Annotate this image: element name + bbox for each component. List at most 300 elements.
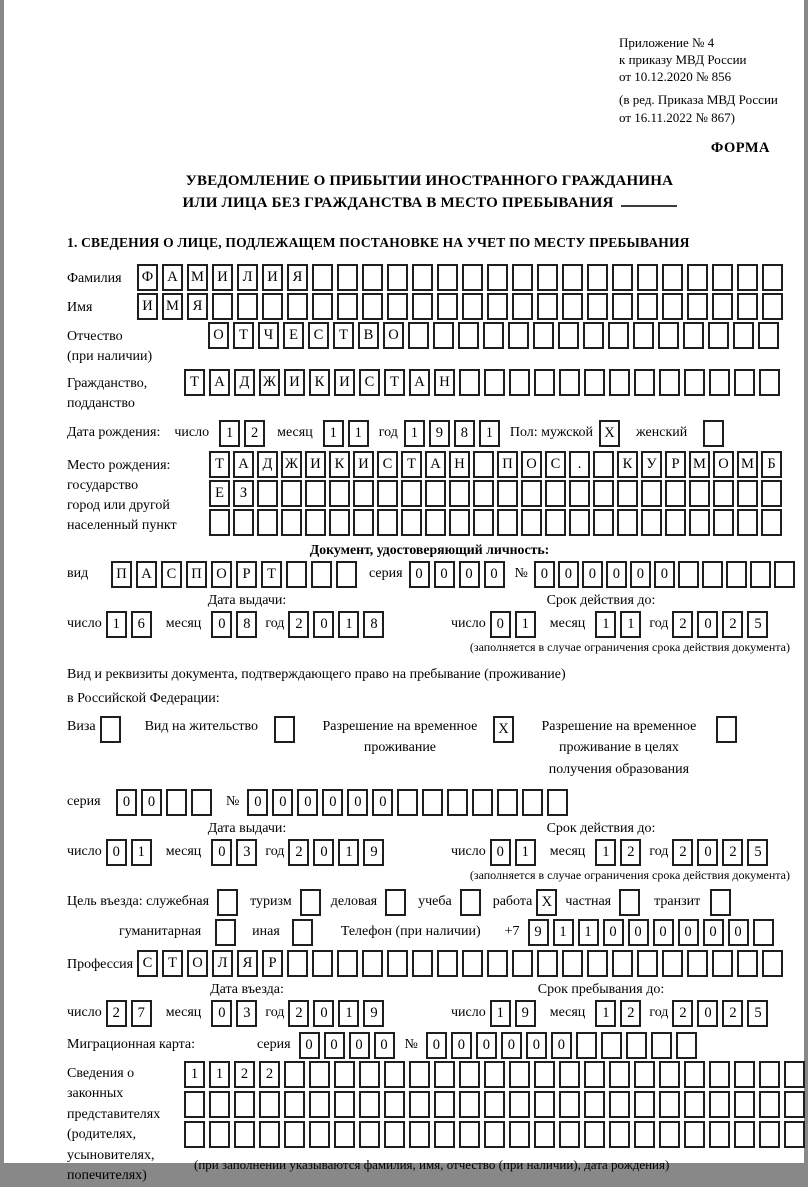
stay-series-cell[interactable]: 0: [116, 789, 137, 816]
stay-series-cell[interactable]: 0: [141, 789, 162, 816]
stay-number-cell[interactable]: [397, 789, 418, 816]
representative-cell[interactable]: [784, 1091, 805, 1118]
stay-issue-year-cell[interactable]: 2: [288, 839, 309, 866]
birth-place-cell[interactable]: Б: [761, 451, 782, 478]
stay-issue-year-cell[interactable]: 0: [313, 839, 334, 866]
phone-cell[interactable]: 1: [578, 919, 599, 946]
purpose-official-checkbox[interactable]: [217, 889, 238, 916]
doc-number-cell[interactable]: [678, 561, 699, 588]
id-expiry-year-cell[interactable]: 5: [747, 611, 768, 638]
patronymic-cell[interactable]: [408, 322, 429, 349]
representative-cell[interactable]: [534, 1121, 555, 1148]
id-expiry-year-cell[interactable]: 0: [697, 611, 718, 638]
patronymic-cell[interactable]: [458, 322, 479, 349]
surname-cell[interactable]: [362, 264, 383, 291]
birth-place-cell[interactable]: Т: [401, 451, 422, 478]
representative-cell[interactable]: [584, 1121, 605, 1148]
representative-cell[interactable]: [359, 1121, 380, 1148]
birth-place-cell[interactable]: [305, 480, 326, 507]
entry-day-cell[interactable]: 2: [106, 1000, 127, 1027]
patronymic-cell[interactable]: С: [308, 322, 329, 349]
surname-cell[interactable]: А: [162, 264, 183, 291]
birth-place-cell[interactable]: [353, 480, 374, 507]
id-issue-year-cell[interactable]: 1: [338, 611, 359, 638]
representative-cell[interactable]: [334, 1121, 355, 1148]
stay-number-cell[interactable]: 0: [297, 789, 318, 816]
birth-place-cell[interactable]: [377, 509, 398, 536]
birth-place-cell[interactable]: К: [617, 451, 638, 478]
migration-series-cell[interactable]: 0: [299, 1032, 320, 1059]
birth-place-cell[interactable]: [473, 509, 494, 536]
surname-cell[interactable]: [512, 264, 533, 291]
representative-cell[interactable]: [384, 1061, 405, 1088]
profession-cell[interactable]: [637, 950, 658, 977]
birth-place-cell[interactable]: [665, 480, 686, 507]
birth-place-cell[interactable]: А: [425, 451, 446, 478]
given-name-cell[interactable]: [237, 293, 258, 320]
birth-month-cell[interactable]: 1: [323, 420, 344, 447]
surname-cell[interactable]: [687, 264, 708, 291]
birth-place-cell[interactable]: [329, 509, 350, 536]
representative-cell[interactable]: [184, 1121, 205, 1148]
birth-place-cell[interactable]: [713, 509, 734, 536]
profession-cell[interactable]: [412, 950, 433, 977]
patronymic-cell[interactable]: [583, 322, 604, 349]
representative-cell[interactable]: [534, 1091, 555, 1118]
patronymic-cell[interactable]: [483, 322, 504, 349]
patronymic-cell[interactable]: Ч: [258, 322, 279, 349]
representative-cell[interactable]: [409, 1121, 430, 1148]
birth-place-cell[interactable]: [521, 480, 542, 507]
representative-cell[interactable]: 2: [259, 1061, 280, 1088]
profession-cell[interactable]: [537, 950, 558, 977]
purpose-business-checkbox[interactable]: [385, 889, 406, 916]
birth-place-cell[interactable]: [617, 480, 638, 507]
profession-cell[interactable]: О: [187, 950, 208, 977]
representative-cell[interactable]: [434, 1061, 455, 1088]
representative-cell[interactable]: [309, 1061, 330, 1088]
birth-place-cell[interactable]: [377, 480, 398, 507]
stay-issue-month-cell[interactable]: 3: [236, 839, 257, 866]
profession-cell[interactable]: Л: [212, 950, 233, 977]
given-name-cell[interactable]: [387, 293, 408, 320]
profession-cell[interactable]: [512, 950, 533, 977]
migration-number-cell[interactable]: [651, 1032, 672, 1059]
birth-place-cell[interactable]: [257, 509, 278, 536]
doc-type-cell[interactable]: [336, 561, 357, 588]
citizenship-cell[interactable]: [659, 369, 680, 396]
representative-cell[interactable]: [659, 1061, 680, 1088]
temp-residence-checkbox[interactable]: X: [493, 716, 514, 743]
representative-cell[interactable]: [409, 1091, 430, 1118]
id-expiry-year-cell[interactable]: 2: [722, 611, 743, 638]
birth-place-cell[interactable]: З: [233, 480, 254, 507]
representative-cell[interactable]: [709, 1121, 730, 1148]
doc-number-cell[interactable]: 0: [606, 561, 627, 588]
birth-place-cell[interactable]: [233, 509, 254, 536]
stay-expiry-year-cell[interactable]: 0: [697, 839, 718, 866]
birth-day-cell[interactable]: 1: [219, 420, 240, 447]
birth-place-cell[interactable]: [281, 480, 302, 507]
birth-place-cell[interactable]: [545, 480, 566, 507]
representative-cell[interactable]: [734, 1061, 755, 1088]
birth-place-cell[interactable]: [761, 509, 782, 536]
given-name-cell[interactable]: [337, 293, 358, 320]
birth-place-cell[interactable]: Р: [665, 451, 686, 478]
birth-place-cell[interactable]: [305, 509, 326, 536]
profession-cell[interactable]: [312, 950, 333, 977]
birth-place-cell[interactable]: [497, 480, 518, 507]
stay-expiry-year-cell[interactable]: 5: [747, 839, 768, 866]
patronymic-cell[interactable]: [708, 322, 729, 349]
doc-series-cell[interactable]: 0: [434, 561, 455, 588]
given-name-cell[interactable]: [437, 293, 458, 320]
given-name-cell[interactable]: [462, 293, 483, 320]
representative-cell[interactable]: 1: [209, 1061, 230, 1088]
citizenship-cell[interactable]: И: [284, 369, 305, 396]
surname-cell[interactable]: [612, 264, 633, 291]
doc-series-cell[interactable]: 0: [409, 561, 430, 588]
given-name-cell[interactable]: [637, 293, 658, 320]
representative-cell[interactable]: [534, 1061, 555, 1088]
birth-place-cell[interactable]: [545, 509, 566, 536]
birth-place-cell[interactable]: .: [569, 451, 590, 478]
birth-place-cell[interactable]: И: [353, 451, 374, 478]
gender-male-checkbox[interactable]: X: [599, 420, 620, 447]
profession-cell[interactable]: [712, 950, 733, 977]
surname-cell[interactable]: Я: [287, 264, 308, 291]
profession-cell[interactable]: [562, 950, 583, 977]
representative-cell[interactable]: [584, 1061, 605, 1088]
representative-cell[interactable]: [634, 1121, 655, 1148]
birth-place-cell[interactable]: [521, 509, 542, 536]
citizenship-cell[interactable]: [709, 369, 730, 396]
id-expiry-year-cell[interactable]: 2: [672, 611, 693, 638]
citizenship-cell[interactable]: Д: [234, 369, 255, 396]
birth-place-cell[interactable]: У: [641, 451, 662, 478]
stay-expiry-month-cell[interactable]: 2: [620, 839, 641, 866]
representative-cell[interactable]: [359, 1091, 380, 1118]
surname-cell[interactable]: И: [212, 264, 233, 291]
entry-month-cell[interactable]: 3: [236, 1000, 257, 1027]
surname-cell[interactable]: [712, 264, 733, 291]
entry-year-cell[interactable]: 1: [338, 1000, 359, 1027]
surname-cell[interactable]: [562, 264, 583, 291]
representative-cell[interactable]: [209, 1091, 230, 1118]
representative-cell[interactable]: 2: [234, 1061, 255, 1088]
id-issue-year-cell[interactable]: 8: [363, 611, 384, 638]
stay-until-year-cell[interactable]: 2: [722, 1000, 743, 1027]
doc-type-cell[interactable]: П: [186, 561, 207, 588]
profession-cell[interactable]: [387, 950, 408, 977]
stay-until-year-cell[interactable]: 5: [747, 1000, 768, 1027]
patronymic-cell[interactable]: [633, 322, 654, 349]
surname-cell[interactable]: Ф: [137, 264, 158, 291]
birth-place-cell[interactable]: О: [521, 451, 542, 478]
citizenship-cell[interactable]: Н: [434, 369, 455, 396]
stay-until-month-cell[interactable]: 1: [595, 1000, 616, 1027]
birth-place-cell[interactable]: М: [737, 451, 758, 478]
given-name-cell[interactable]: М: [162, 293, 183, 320]
stay-number-cell[interactable]: [522, 789, 543, 816]
patronymic-cell[interactable]: [558, 322, 579, 349]
representative-cell[interactable]: [459, 1091, 480, 1118]
birth-place-cell[interactable]: [473, 451, 494, 478]
birth-place-cell[interactable]: Д: [257, 451, 278, 478]
birth-place-cell[interactable]: [761, 480, 782, 507]
birth-place-cell[interactable]: [497, 509, 518, 536]
birth-place-cell[interactable]: [569, 480, 590, 507]
representative-cell[interactable]: 1: [184, 1061, 205, 1088]
birth-place-cell[interactable]: [641, 480, 662, 507]
id-expiry-day-cell[interactable]: 1: [515, 611, 536, 638]
stay-issue-month-cell[interactable]: 0: [211, 839, 232, 866]
citizenship-cell[interactable]: [734, 369, 755, 396]
id-issue-month-cell[interactable]: 8: [236, 611, 257, 638]
birth-place-cell[interactable]: Ж: [281, 451, 302, 478]
birth-place-cell[interactable]: С: [545, 451, 566, 478]
id-issue-day-cell[interactable]: 6: [131, 611, 152, 638]
surname-cell[interactable]: [412, 264, 433, 291]
id-issue-month-cell[interactable]: 0: [211, 611, 232, 638]
phone-cell[interactable]: 0: [678, 919, 699, 946]
doc-type-cell[interactable]: [311, 561, 332, 588]
purpose-other-checkbox[interactable]: [292, 919, 313, 946]
representative-cell[interactable]: [409, 1061, 430, 1088]
citizenship-cell[interactable]: [634, 369, 655, 396]
doc-type-cell[interactable]: [286, 561, 307, 588]
doc-number-cell[interactable]: 0: [582, 561, 603, 588]
representative-cell[interactable]: [484, 1091, 505, 1118]
birth-place-cell[interactable]: [425, 480, 446, 507]
doc-type-cell[interactable]: С: [161, 561, 182, 588]
birth-place-cell[interactable]: [449, 509, 470, 536]
birth-place-cell[interactable]: М: [689, 451, 710, 478]
patronymic-cell[interactable]: Е: [283, 322, 304, 349]
birth-place-cell[interactable]: А: [233, 451, 254, 478]
birth-place-cell[interactable]: [425, 509, 446, 536]
gender-female-checkbox[interactable]: [703, 420, 724, 447]
patronymic-cell[interactable]: Т: [333, 322, 354, 349]
surname-cell[interactable]: И: [262, 264, 283, 291]
entry-day-cell[interactable]: 7: [131, 1000, 152, 1027]
representative-cell[interactable]: [484, 1121, 505, 1148]
profession-cell[interactable]: Р: [262, 950, 283, 977]
profession-cell[interactable]: [462, 950, 483, 977]
stay-issue-year-cell[interactable]: 9: [363, 839, 384, 866]
stay-expiry-year-cell[interactable]: 2: [722, 839, 743, 866]
citizenship-cell[interactable]: Т: [384, 369, 405, 396]
representative-cell[interactable]: [259, 1121, 280, 1148]
representative-cell[interactable]: [559, 1121, 580, 1148]
patronymic-cell[interactable]: [433, 322, 454, 349]
patronymic-cell[interactable]: [733, 322, 754, 349]
citizenship-cell[interactable]: С: [359, 369, 380, 396]
citizenship-cell[interactable]: [609, 369, 630, 396]
doc-type-cell[interactable]: Р: [236, 561, 257, 588]
migration-series-cell[interactable]: 0: [324, 1032, 345, 1059]
phone-cell[interactable]: 0: [653, 919, 674, 946]
patronymic-cell[interactable]: [758, 322, 779, 349]
doc-number-cell[interactable]: 0: [534, 561, 555, 588]
entry-month-cell[interactable]: 0: [211, 1000, 232, 1027]
surname-cell[interactable]: [337, 264, 358, 291]
birth-place-cell[interactable]: П: [497, 451, 518, 478]
stay-expiry-day-cell[interactable]: 1: [515, 839, 536, 866]
doc-number-cell[interactable]: [750, 561, 771, 588]
birth-place-cell[interactable]: [209, 509, 230, 536]
representative-cell[interactable]: [609, 1061, 630, 1088]
representative-cell[interactable]: [559, 1091, 580, 1118]
profession-cell[interactable]: Т: [162, 950, 183, 977]
representative-cell[interactable]: [309, 1121, 330, 1148]
id-issue-day-cell[interactable]: 1: [106, 611, 127, 638]
migration-number-cell[interactable]: [576, 1032, 597, 1059]
representative-cell[interactable]: [784, 1121, 805, 1148]
representative-cell[interactable]: [734, 1121, 755, 1148]
doc-number-cell[interactable]: [702, 561, 723, 588]
migration-number-cell[interactable]: 0: [526, 1032, 547, 1059]
stay-number-cell[interactable]: [497, 789, 518, 816]
profession-cell[interactable]: [437, 950, 458, 977]
birth-year-cell[interactable]: 1: [404, 420, 425, 447]
surname-cell[interactable]: [437, 264, 458, 291]
given-name-cell[interactable]: [487, 293, 508, 320]
representative-cell[interactable]: [509, 1121, 530, 1148]
citizenship-cell[interactable]: К: [309, 369, 330, 396]
representative-cell[interactable]: [609, 1091, 630, 1118]
representative-cell[interactable]: [709, 1061, 730, 1088]
stay-until-year-cell[interactable]: 0: [697, 1000, 718, 1027]
id-issue-year-cell[interactable]: 2: [288, 611, 309, 638]
stay-series-cell[interactable]: [166, 789, 187, 816]
stay-until-year-cell[interactable]: 2: [672, 1000, 693, 1027]
purpose-humanitarian-checkbox[interactable]: [215, 919, 236, 946]
stay-until-month-cell[interactable]: 2: [620, 1000, 641, 1027]
birth-place-cell[interactable]: [593, 480, 614, 507]
surname-cell[interactable]: [662, 264, 683, 291]
profession-cell[interactable]: С: [137, 950, 158, 977]
profession-cell[interactable]: Я: [237, 950, 258, 977]
profession-cell[interactable]: [587, 950, 608, 977]
id-expiry-month-cell[interactable]: 1: [595, 611, 616, 638]
citizenship-cell[interactable]: А: [209, 369, 230, 396]
birth-place-cell[interactable]: [617, 509, 638, 536]
representative-cell[interactable]: [234, 1091, 255, 1118]
birth-place-cell[interactable]: [713, 480, 734, 507]
migration-number-cell[interactable]: 0: [501, 1032, 522, 1059]
patronymic-cell[interactable]: [608, 322, 629, 349]
purpose-private-checkbox[interactable]: [619, 889, 640, 916]
birth-place-cell[interactable]: [449, 480, 470, 507]
patronymic-cell[interactable]: [683, 322, 704, 349]
phone-cell[interactable]: 0: [703, 919, 724, 946]
phone-cell[interactable]: 0: [728, 919, 749, 946]
stay-number-cell[interactable]: [422, 789, 443, 816]
purpose-transit-checkbox[interactable]: [710, 889, 731, 916]
representative-cell[interactable]: [484, 1061, 505, 1088]
citizenship-cell[interactable]: Ж: [259, 369, 280, 396]
stay-number-cell[interactable]: [447, 789, 468, 816]
surname-cell[interactable]: [762, 264, 783, 291]
representative-cell[interactable]: [659, 1121, 680, 1148]
citizenship-cell[interactable]: [509, 369, 530, 396]
stay-number-cell[interactable]: 0: [347, 789, 368, 816]
migration-number-cell[interactable]: [676, 1032, 697, 1059]
surname-cell[interactable]: [537, 264, 558, 291]
patronymic-cell[interactable]: О: [208, 322, 229, 349]
representative-cell[interactable]: [434, 1091, 455, 1118]
doc-type-cell[interactable]: А: [136, 561, 157, 588]
representative-cell[interactable]: [759, 1061, 780, 1088]
representative-cell[interactable]: [459, 1121, 480, 1148]
id-expiry-day-cell[interactable]: 0: [490, 611, 511, 638]
doc-number-cell[interactable]: [726, 561, 747, 588]
birth-year-cell[interactable]: 9: [429, 420, 450, 447]
stay-until-day-cell[interactable]: 1: [490, 1000, 511, 1027]
doc-number-cell[interactable]: [774, 561, 795, 588]
birth-year-cell[interactable]: 1: [479, 420, 500, 447]
representative-cell[interactable]: [759, 1091, 780, 1118]
given-name-cell[interactable]: [737, 293, 758, 320]
citizenship-cell[interactable]: [584, 369, 605, 396]
birth-place-cell[interactable]: Н: [449, 451, 470, 478]
representative-cell[interactable]: [559, 1061, 580, 1088]
doc-type-cell[interactable]: Т: [261, 561, 282, 588]
citizenship-cell[interactable]: [759, 369, 780, 396]
phone-cell[interactable]: 0: [628, 919, 649, 946]
migration-series-cell[interactable]: 0: [374, 1032, 395, 1059]
given-name-cell[interactable]: [212, 293, 233, 320]
birth-place-cell[interactable]: [641, 509, 662, 536]
representative-cell[interactable]: [334, 1091, 355, 1118]
given-name-cell[interactable]: И: [137, 293, 158, 320]
surname-cell[interactable]: [462, 264, 483, 291]
representative-cell[interactable]: [584, 1091, 605, 1118]
birth-place-cell[interactable]: [473, 480, 494, 507]
surname-cell[interactable]: [737, 264, 758, 291]
surname-cell[interactable]: [487, 264, 508, 291]
purpose-study-checkbox[interactable]: [460, 889, 481, 916]
profession-cell[interactable]: [737, 950, 758, 977]
birth-place-cell[interactable]: [401, 509, 422, 536]
representative-cell[interactable]: [309, 1091, 330, 1118]
representative-cell[interactable]: [609, 1121, 630, 1148]
citizenship-cell[interactable]: [684, 369, 705, 396]
representative-cell[interactable]: [709, 1091, 730, 1118]
temp-residence-edu-checkbox[interactable]: [716, 716, 737, 743]
profession-cell[interactable]: [612, 950, 633, 977]
stay-number-cell[interactable]: 0: [247, 789, 268, 816]
doc-number-cell[interactable]: 0: [558, 561, 579, 588]
purpose-work-checkbox[interactable]: X: [536, 889, 557, 916]
birth-place-cell[interactable]: [569, 509, 590, 536]
patronymic-cell[interactable]: [658, 322, 679, 349]
representative-cell[interactable]: [284, 1091, 305, 1118]
representative-cell[interactable]: [734, 1091, 755, 1118]
doc-series-cell[interactable]: 0: [484, 561, 505, 588]
phone-cell[interactable]: 1: [553, 919, 574, 946]
citizenship-cell[interactable]: [559, 369, 580, 396]
representative-cell[interactable]: [759, 1121, 780, 1148]
birth-place-cell[interactable]: О: [713, 451, 734, 478]
citizenship-cell[interactable]: [459, 369, 480, 396]
representative-cell[interactable]: [184, 1091, 205, 1118]
surname-cell[interactable]: Л: [237, 264, 258, 291]
birth-place-cell[interactable]: [281, 509, 302, 536]
migration-number-cell[interactable]: 0: [451, 1032, 472, 1059]
birth-place-cell[interactable]: [593, 451, 614, 478]
